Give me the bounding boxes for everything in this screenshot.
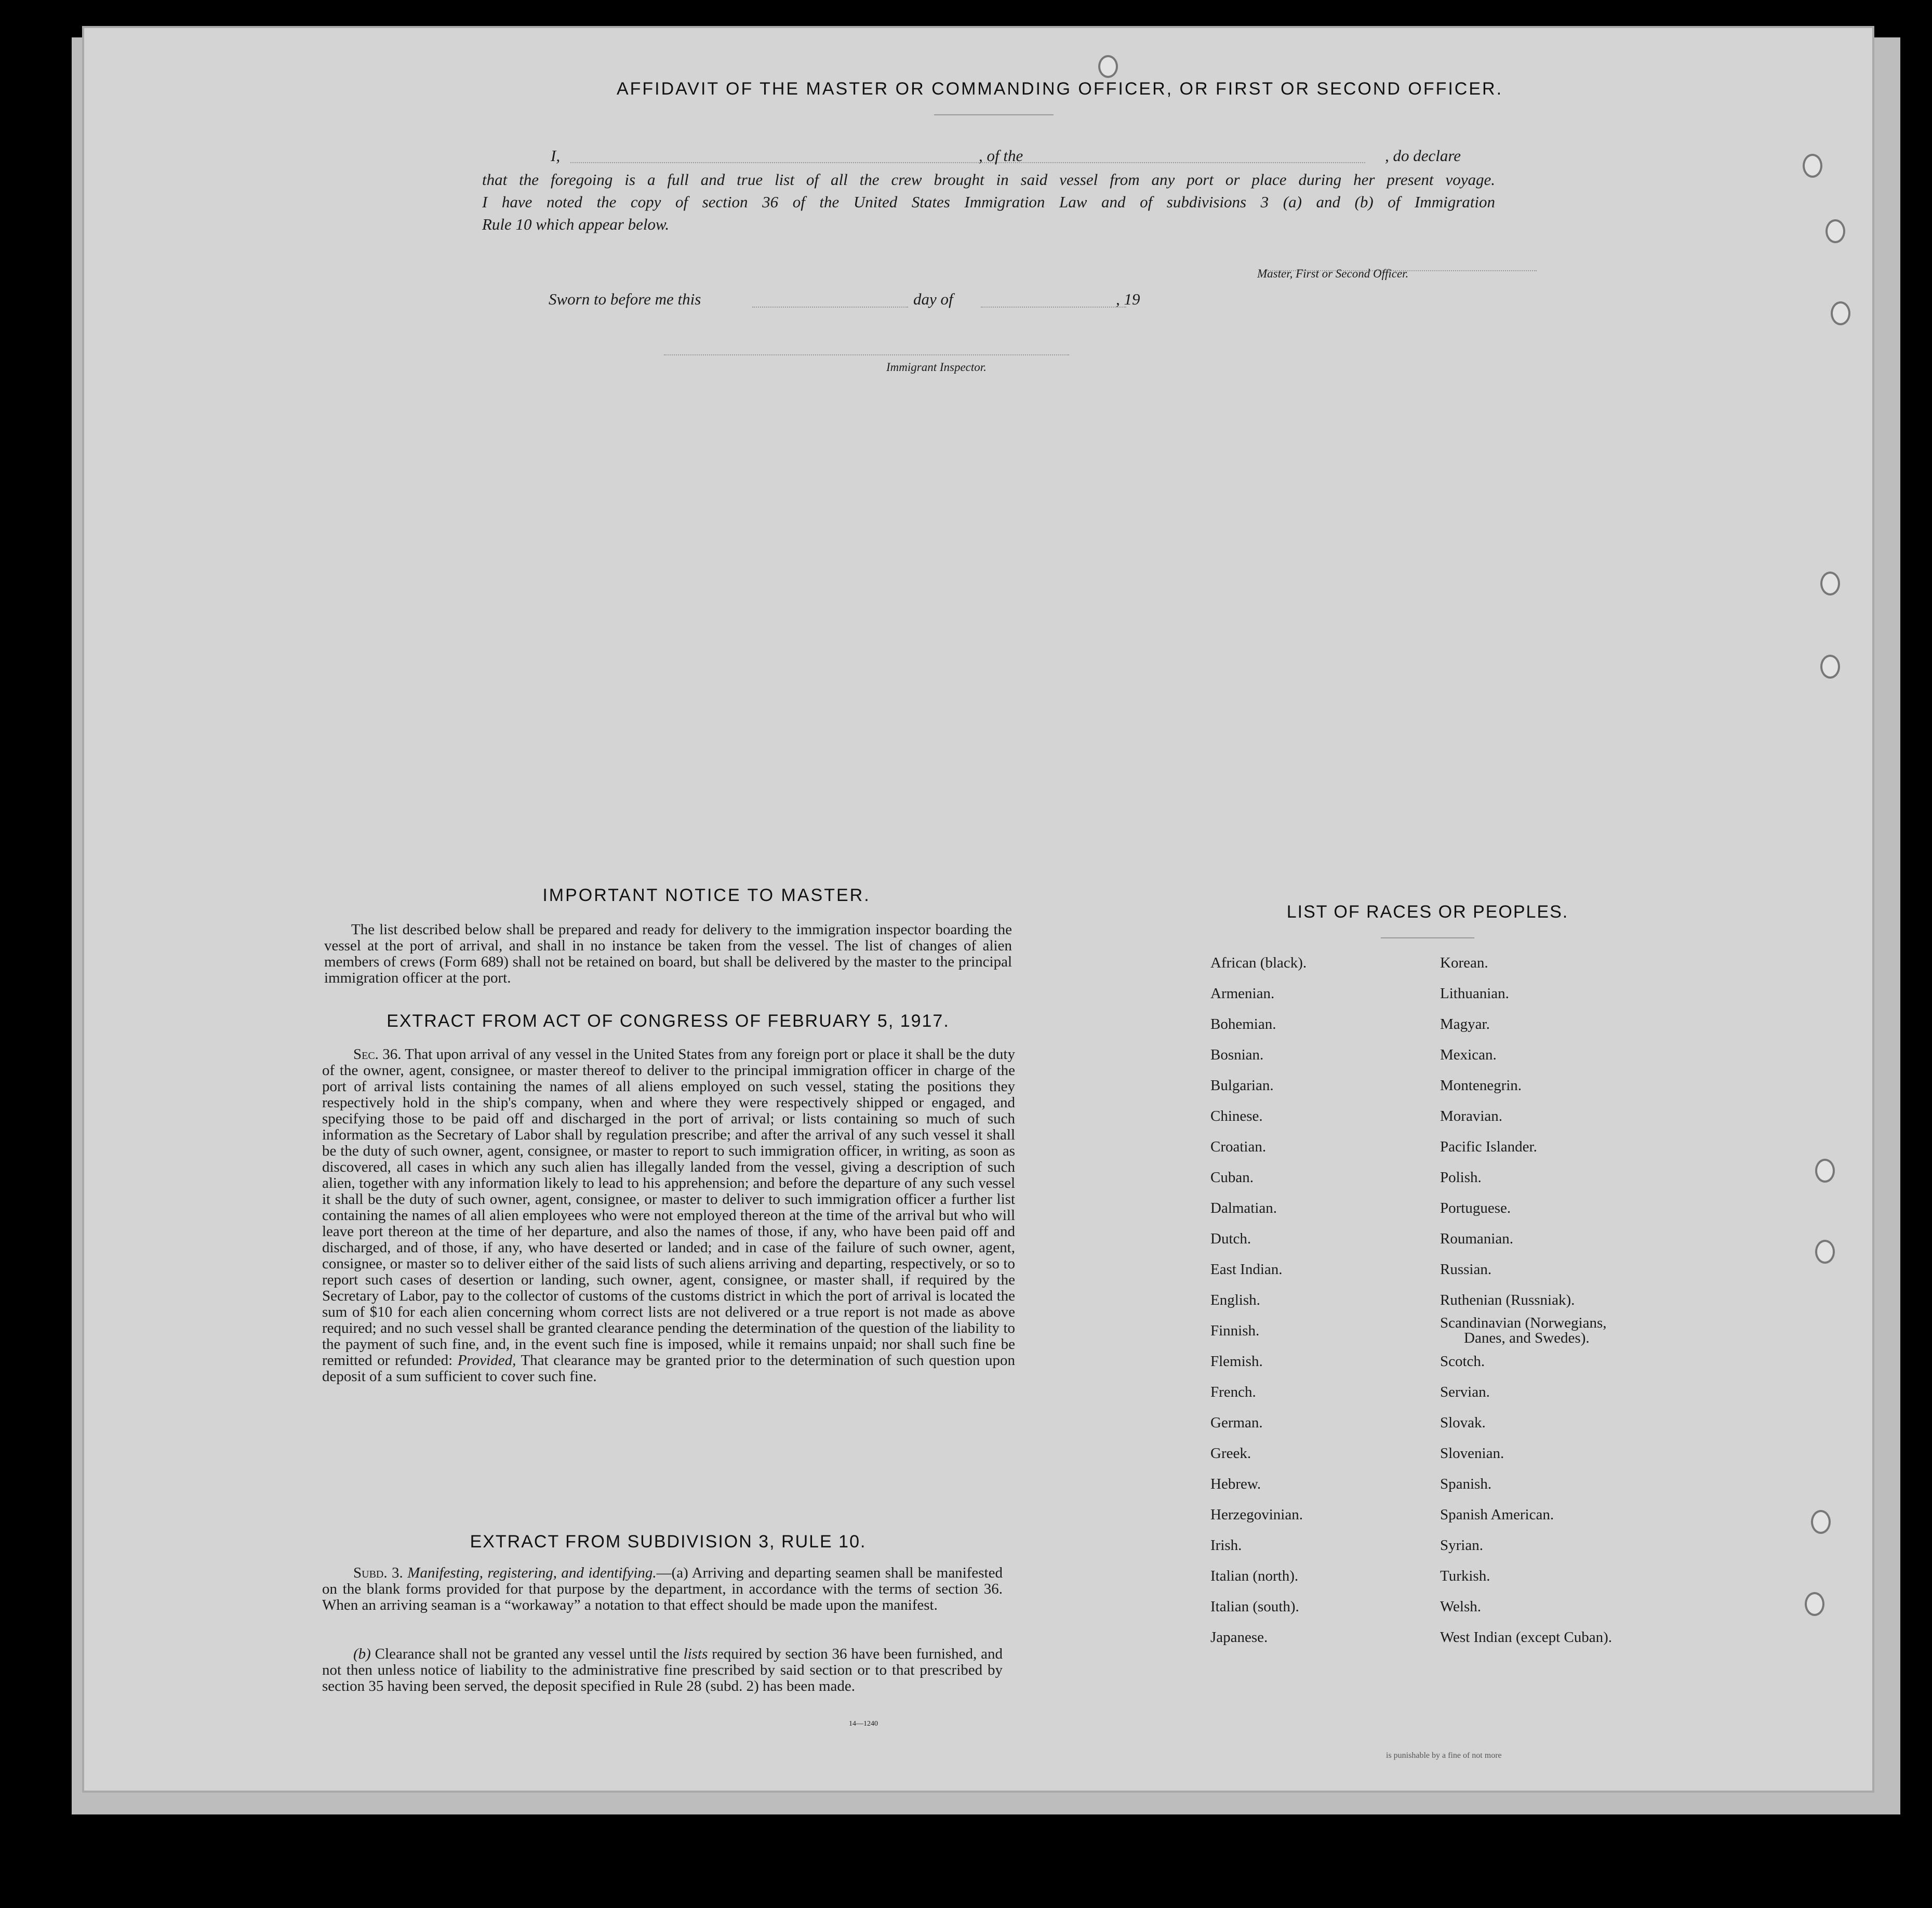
binder-hole: [1803, 154, 1822, 178]
of-the-label: , of the: [979, 147, 1023, 165]
rule-sub-a: [322, 1565, 1003, 1613]
race-item: Spanish American.: [1440, 1506, 1554, 1523]
race-item: Welsh.: [1440, 1598, 1482, 1615]
notice-title: IMPORTANT NOTICE TO MASTER.: [542, 885, 871, 905]
form-page: [82, 26, 1874, 1793]
binder-hole: [1098, 55, 1118, 78]
race-item: Italian (north).: [1210, 1568, 1299, 1584]
races-col-1: [1210, 948, 1307, 1653]
race-item: Ruthenian (Russniak).: [1440, 1292, 1575, 1308]
b-text-2: required by section 36 have been furnished, and not then unless notice of liability to the administrative fine prescribed by said section or to that prescribed by section 35 having been served, the deposit specified in Rule 28 (subd. 2) has been made.: [322, 1646, 1003, 1694]
race-item: Cuban.: [1210, 1169, 1254, 1186]
affidavit-line-3: Rule 10 which appear below.: [482, 215, 670, 233]
race-item: Irish.: [1210, 1537, 1242, 1554]
race-item: Roumanian.: [1440, 1230, 1513, 1247]
race-item: Polish.: [1440, 1169, 1482, 1186]
binder-hole: [1815, 1240, 1835, 1264]
race-item: Magyar.: [1440, 1016, 1490, 1032]
act-title: EXTRACT FROM ACT OF CONGRESS OF FEBRUARY 5, 1917.: [387, 1011, 950, 1031]
race-item: Russian.: [1440, 1261, 1492, 1278]
binder-hole: [1820, 572, 1840, 595]
race-item: Mexican.: [1440, 1046, 1497, 1063]
vessel-blank: [1048, 162, 1365, 163]
subd-label: Subd. 3.: [353, 1565, 403, 1581]
binder-hole: [1815, 1159, 1835, 1183]
notice-text: The list described below shall be prepared and ready for delivery to the immigration inspector boarding the vessel at the port of arrival, and shall in no instance be taken from the vessel. The list of changes of alien members of crews (Form 689) shall not be retained on board, but shall be delivered by the master to the principal immigration officer at the port.: [324, 921, 1012, 986]
race-item: Armenian.: [1210, 985, 1275, 1002]
race-item: Herzegovinian.: [1210, 1506, 1303, 1523]
race-item: Chinese.: [1210, 1108, 1263, 1124]
race-item: Finnish.: [1210, 1322, 1260, 1339]
race-item: Pacific Islander.: [1440, 1138, 1537, 1155]
race-item: East Indian.: [1210, 1261, 1283, 1278]
b-label: (b): [353, 1646, 371, 1662]
affidavit-line-1: that the foregoing is a full and true list of all the crew brought in said vessel from any port or place during her present voyage.: [482, 170, 1495, 189]
binder-hole: [1820, 655, 1840, 679]
b-text-1: Clearance shall not be granted any vessel until the: [375, 1646, 679, 1662]
race-item: Dalmatian.: [1210, 1200, 1277, 1216]
race-item: Portuguese.: [1440, 1200, 1511, 1216]
sec-label: Sec. 36.: [353, 1046, 402, 1063]
do-declare-label: , do declare: [1385, 147, 1461, 165]
act-body: That upon arrival of any vessel in the United States from any foreign port or place it shall be the duty of the owner, agent, consignee, or master thereof to deliver to the principal immigration officer in charge of the port of arrival lists containing the names of all aliens employed on such vessel, stating the positions they respectively hold in the ship's company, when and where they were respectively shipped or engaged, and specifying those to be paid off and discharged in the port of arrival; or lists containing so much of such information as the Secretary of Labor shall by regulation prescribe; and after the arrival of any such vessel it shall be the duty of such owner, agent, consignee, or master to report to such immigration officer, in writing, as soon as discovered, all cases in which any such alien has illegally landed from the vessel, giving a description of such alien, together with any information likely to lead to his apprehension; and before the departure of any such vessel it shall be the duty of such owner, agent, consignee, or master to deliver to such immigration officer a further list containing the names of all alien employees who were not employed thereon at the time of the arrival but who will leave port thereon at the time of her departure, and also the names of those, if any, who have been paid off and discharged, and of those, if any, who have deserted or landed; and in case of the failure of such owner, agent, consignee, or master so to deliver either of the said lists of such aliens arriving and departing, respectively, or so to report such cases of desertion or landing, such owner, agent, consignee, or master shall, if required by the Secretary of Labor, pay to the collector of customs of the customs district in which the port of arrival is located the sum of $10 for each alien concerning whom correct lists are not delivered or a true report is not made as above required; and no such vessel shall be granted clearance pending the determination of the question of the liability to the payment of such fine, and, in the event such fine is imposed, while it remains unpaid; nor shall such fine be remitted or refunded:: [322, 1046, 1015, 1369]
race-item: Korean.: [1440, 955, 1488, 971]
day-blank: [752, 307, 908, 308]
binder-hole: [1811, 1510, 1831, 1534]
race-item: Lithuanian.: [1440, 985, 1509, 1002]
binder-hole: [1826, 219, 1845, 243]
race-item: Bulgarian.: [1210, 1077, 1274, 1094]
act-tail: That clearance may be granted prior to the determination of such question upon deposit of a sum sufficient to cover such fine.: [322, 1352, 1015, 1385]
affidavit-line-2: I have noted the copy of section 36 of the United States Immigration Law and of subdivisions 3 (a) and (b) of Immigration: [482, 193, 1495, 211]
provided-word: Provided,: [457, 1352, 516, 1369]
race-item: English.: [1210, 1292, 1260, 1308]
race-item: Croatian.: [1210, 1138, 1267, 1155]
races-title: LIST OF RACES OR PEOPLES.: [1286, 902, 1569, 922]
scandinavian-line-1: Scandinavian (Norwegians,: [1440, 1315, 1607, 1331]
race-item: African (black).: [1210, 955, 1307, 971]
race-item: Slovak.: [1440, 1414, 1486, 1431]
race-item: Greek.: [1210, 1445, 1251, 1462]
race-item: Flemish.: [1210, 1353, 1263, 1370]
binder-hole: [1831, 301, 1850, 325]
affidavit-text: [482, 168, 1495, 235]
a-text: Arriving and departing seamen shall be manifested on the blank forms provided for that purpose by the department, in accordance with the terms of section 36. When an arriving seaman is a “workaway” a notation to that effect should be made upon the manifest.: [322, 1565, 1003, 1613]
race-item: Japanese.: [1210, 1629, 1268, 1646]
race-item: Bohemian.: [1210, 1016, 1276, 1032]
footer-partial-text: is punishable by a fine of not more: [1386, 1751, 1502, 1760]
inspector-sig-blank: [664, 354, 1069, 355]
b-lists: lists: [683, 1646, 708, 1662]
i-label: I,: [551, 147, 561, 165]
race-item: Syrian.: [1440, 1537, 1483, 1554]
subd-heading: Manifesting, registering, and identifying.: [407, 1565, 657, 1581]
title-rule: [934, 114, 1054, 115]
year-label: , 19: [1116, 290, 1140, 308]
race-item: Montenegrin.: [1440, 1077, 1522, 1094]
race-item: Italian (south).: [1210, 1598, 1299, 1615]
race-item: Dutch.: [1210, 1230, 1251, 1247]
race-item: Slovenian.: [1440, 1445, 1504, 1462]
race-item: West Indian (except Cuban).: [1440, 1629, 1613, 1646]
month-blank: [981, 307, 1126, 308]
race-item: Hebrew.: [1210, 1476, 1261, 1492]
races-rule: [1381, 937, 1474, 938]
race-item: Turkish.: [1440, 1568, 1490, 1584]
race-item: French.: [1210, 1384, 1256, 1400]
day-of-label: day of: [913, 290, 953, 308]
binder-hole: [1805, 1592, 1824, 1616]
rule-title: EXTRACT FROM SUBDIVISION 3, RULE 10.: [470, 1532, 867, 1552]
master-signature-label: Master, First or Second Officer.: [1257, 267, 1409, 280]
sworn-label: Sworn to before me this: [549, 290, 701, 308]
race-item: German.: [1210, 1414, 1263, 1431]
races-col-2: [1440, 948, 1612, 1653]
inspector-label: Immigrant Inspector.: [886, 361, 987, 374]
rule-sub-b: [322, 1646, 1003, 1694]
race-item: Spanish.: [1440, 1476, 1492, 1492]
act-text: [322, 1046, 1015, 1385]
race-item: Bosnian.: [1210, 1046, 1264, 1063]
scandinavian-line-2: Danes, and Swedes).: [1464, 1330, 1590, 1346]
a-label: —(a): [656, 1565, 688, 1581]
race-item: Servian.: [1440, 1384, 1490, 1400]
affidavit-title: AFFIDAVIT OF THE MASTER OR COMMANDING OFFICER, OR FIRST OR SECOND OFFICER.: [616, 79, 1503, 99]
race-item-scandinavian: [1440, 1316, 1612, 1346]
form-number: 14—1240: [849, 1720, 878, 1728]
race-item: Moravian.: [1440, 1108, 1502, 1124]
race-item: Scotch.: [1440, 1353, 1485, 1370]
